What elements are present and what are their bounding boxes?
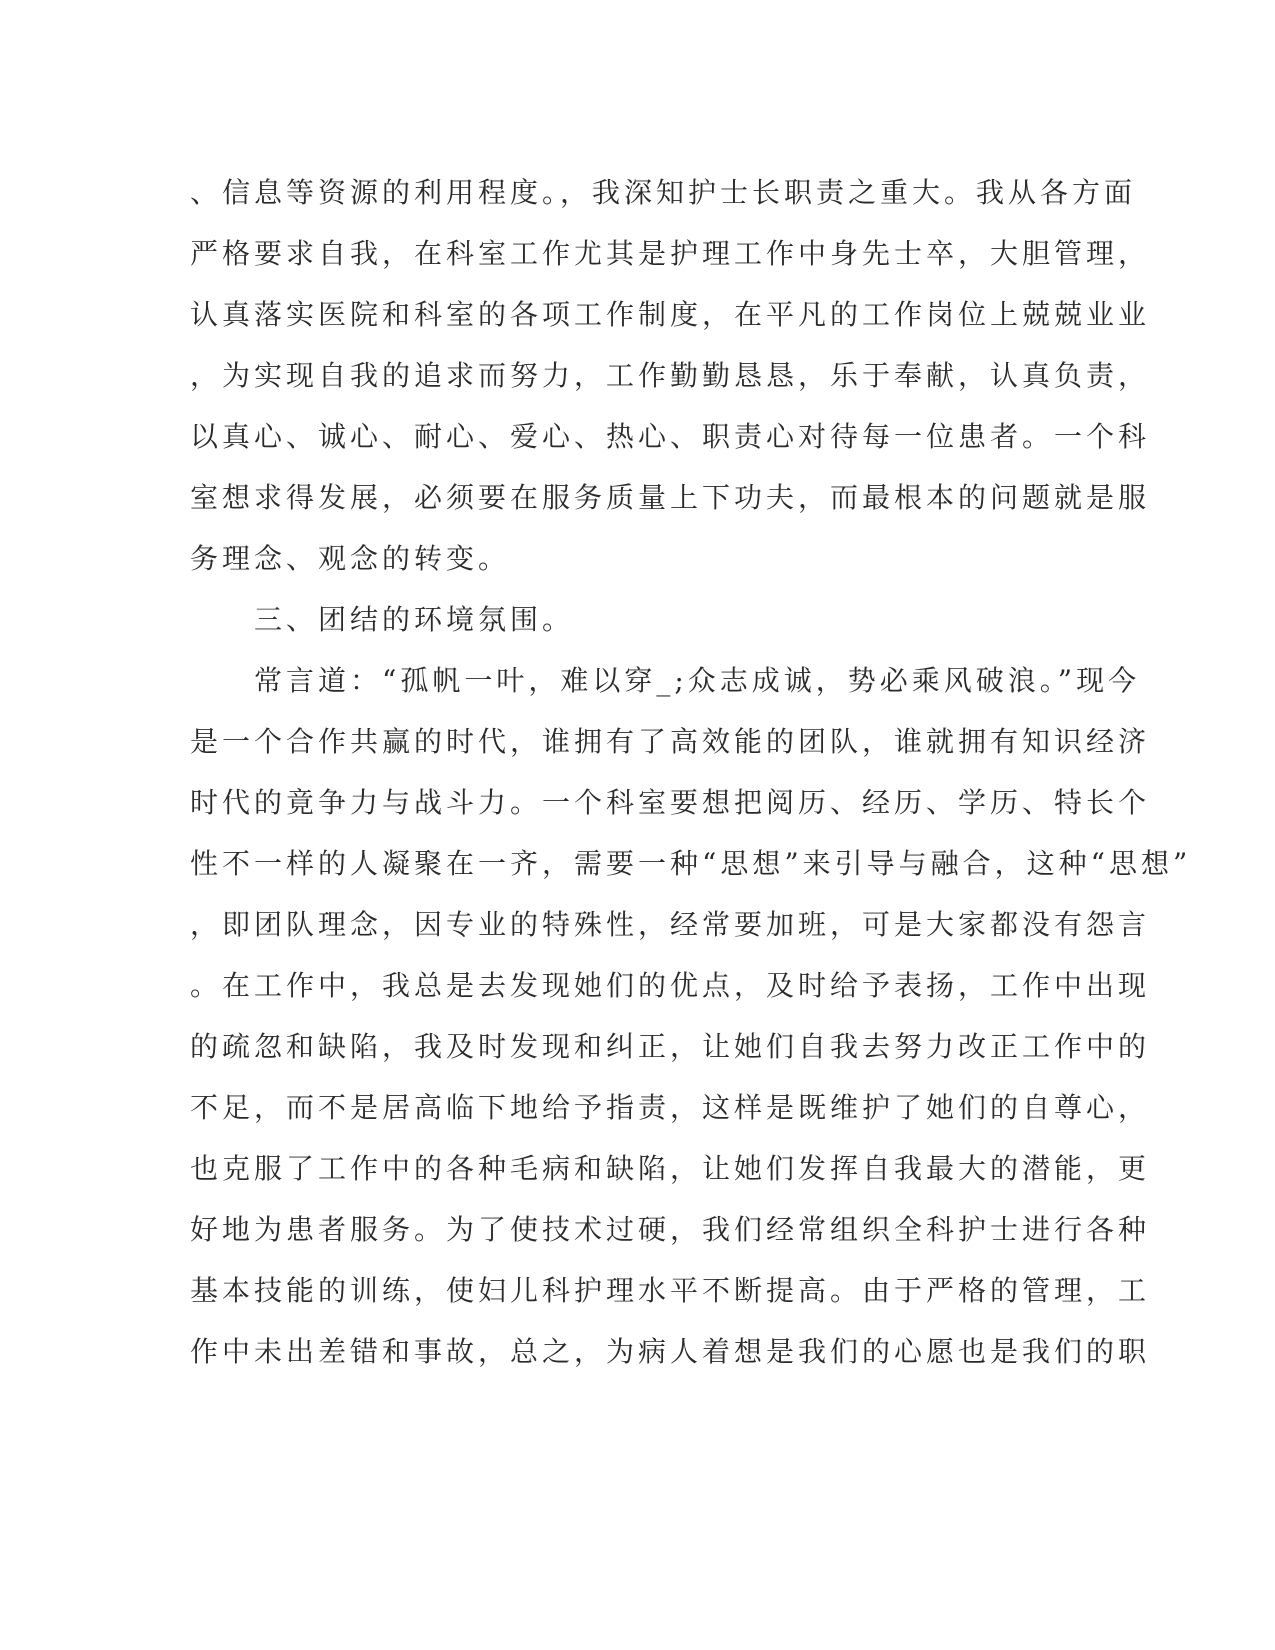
section-heading: 三、团结的环境氛围。 [190,603,575,636]
text-line: 室想求得发展，必须要在服务质量上下功夫，而最根本的问题就是服 [190,481,1151,514]
text-line: 认真落实医院和科室的各项工作制度，在平凡的工作岗位上兢兢业业 [190,298,1151,331]
text-line: 也克服了工作中的各种毛病和缺陷，让她们发挥自我最大的潜能，更 [190,1152,1151,1185]
text-line: 、信息等资源的利用程度。，我深知护士长职责之重大。我从各方面 [190,176,1137,209]
text-line: 好地为患者服务。为了使技术过硬，我们经常组织全科护士进行各种 [190,1213,1151,1246]
body-text [190,162,1192,1382]
text-line: 以真心、诚心、耐心、爱心、热心、职责心对待每一位患者。一个科 [190,420,1151,453]
text-line: 性不一样的人凝聚在一齐，需要一种“思想”来引导与融合，这种“思想” [190,847,1192,880]
text-line: ，为实现自我的追求而努力，工作勤勤恳恳，乐于奉献，认真负责， [190,359,1151,392]
text-line: ，即团队理念，因专业的特殊性，经常要加班，可是大家都没有怨言 [190,908,1151,941]
text-line: 不足，而不是居高临下地给予指责，这样是既维护了她们的自尊心， [190,1091,1151,1124]
text-line: 务理念、观念的转变。 [190,542,511,575]
text-line: 常言道：“孤帆一叶，难以穿_;众志成诚，势必乘风破浪。”现今 [190,664,1141,697]
text-line: 。在工作中，我总是去发现她们的优点，及时给予表扬，工作中出现 [190,969,1151,1002]
text-line: 基本技能的训练，使妇儿科护理水平不断提高。由于严格的管理，工 [190,1274,1151,1307]
text-line: 严格要求自我，在科室工作尤其是护理工作中身先士卒，大胆管理， [190,237,1151,270]
text-line: 的疏忽和缺陷，我及时发现和纠正，让她们自我去努力改正工作中的 [190,1030,1151,1063]
text-line: 作中未出差错和事故，总之，为病人着想是我们的心愿也是我们的职 [190,1335,1151,1368]
text-line: 时代的竟争力与战斗力。一个科室要想把阅历、经历、学历、特长个 [190,786,1151,819]
text-line: 是一个合作共赢的时代，谁拥有了高效能的团队，谁就拥有知识经济 [190,725,1151,758]
